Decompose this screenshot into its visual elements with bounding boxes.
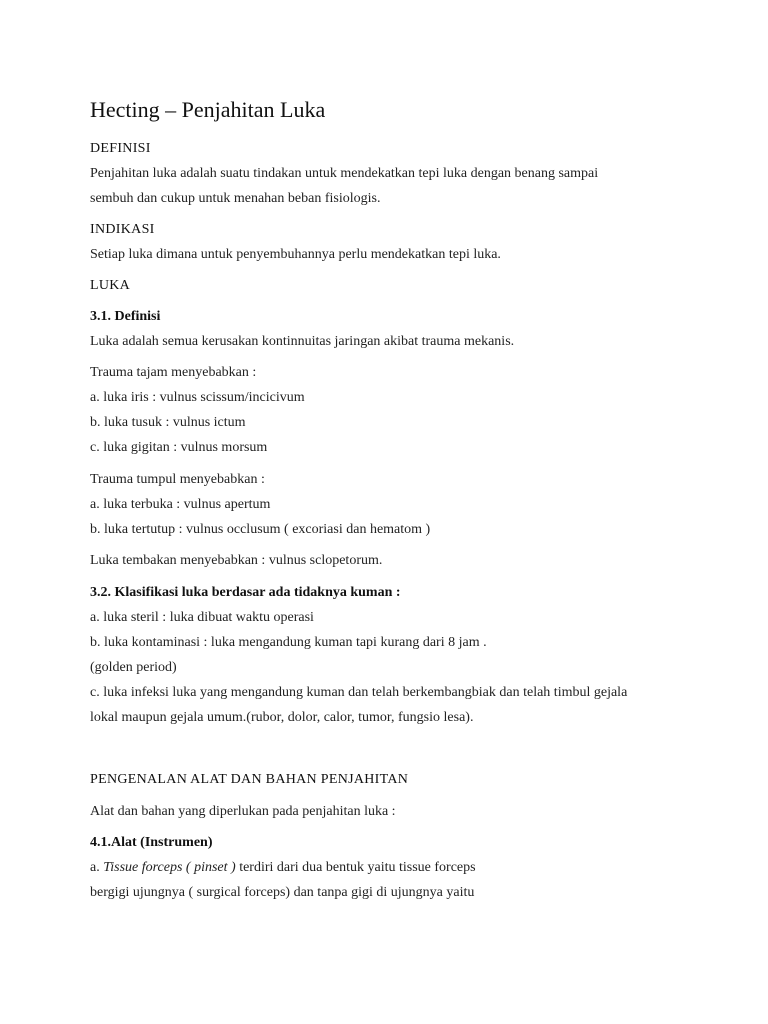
list-item: b. luka tusuk : vulnus ictum <box>90 415 246 430</box>
list-item: lokal maupun gejala umum.(rubor, dolor, calor, tumor, fungsio lesa). <box>90 710 474 725</box>
trauma-tumpul-intro: Trauma tumpul menyebabkan : <box>90 472 265 487</box>
list-item: a. luka iris : vulnus scissum/incicivum <box>90 390 305 405</box>
pengenalan-intro: Alat dan bahan yang diperlukan pada penjahitan luka : <box>90 804 396 819</box>
heading-definisi: DEFINISI <box>90 141 151 156</box>
list-item: (golden period) <box>90 660 177 675</box>
list-item: a. luka terbuka : vulnus apertum <box>90 497 271 512</box>
heading-luka: LUKA <box>90 278 131 293</box>
luka-definition: Luka adalah semua kerusakan kontinnuitas jaringan akibat trauma mekanis. <box>90 334 515 349</box>
list-item: b. luka kontaminasi : luka mengandung kuman tapi kurang dari 8 jam . <box>90 635 487 650</box>
alat-item-prefix: a. <box>90 860 104 875</box>
document-title: Hecting – Penjahitan Luka <box>90 97 326 122</box>
luka-tembakan: Luka tembakan menyebabkan : vulnus sclopetorum. <box>90 553 383 568</box>
definisi-line: Penjahitan luka adalah suatu tindakan untuk mendekatkan tepi luka dengan benang sampai <box>90 166 599 181</box>
definisi-line: sembuh dan cukup untuk menahan beban fisiologis. <box>90 191 381 206</box>
alat-item-line <box>90 859 476 877</box>
alat-item-italic: Tissue forceps ( pinset ) <box>103 860 236 875</box>
list-item: c. luka gigitan : vulnus morsum <box>90 440 268 455</box>
list-item: a. luka steril : luka dibuat waktu operasi <box>90 610 314 625</box>
list-item: b. luka tertutup : vulnus occlusum ( excoriasi dan hematom ) <box>90 522 431 537</box>
alat-item-rest: terdiri dari dua bentuk yaitu tissue forceps <box>235 860 476 875</box>
list-item: c. luka infeksi luka yang mengandung kuman dan telah berkembangbiak dan telah timbul gejala <box>90 685 628 700</box>
heading-3-2-klasifikasi: 3.2. Klasifikasi luka berdasar ada tidaknya kuman : <box>90 585 401 600</box>
heading-3-1-definisi: 3.1. Definisi <box>90 309 161 324</box>
heading-4-1-alat: 4.1.Alat (Instrumen) <box>90 835 213 850</box>
heading-pengenalan: PENGENALAN ALAT DAN BAHAN PENJAHITAN <box>90 772 409 787</box>
trauma-tajam-intro: Trauma tajam menyebabkan : <box>90 365 257 380</box>
alat-item-line2: bergigi ujungnya ( surgical forceps) dan tanpa gigi di ujungnya yaitu <box>90 885 475 900</box>
indikasi-line: Setiap luka dimana untuk penyembuhannya perlu mendekatkan tepi luka. <box>90 247 501 262</box>
heading-indikasi: INDIKASI <box>90 222 155 237</box>
